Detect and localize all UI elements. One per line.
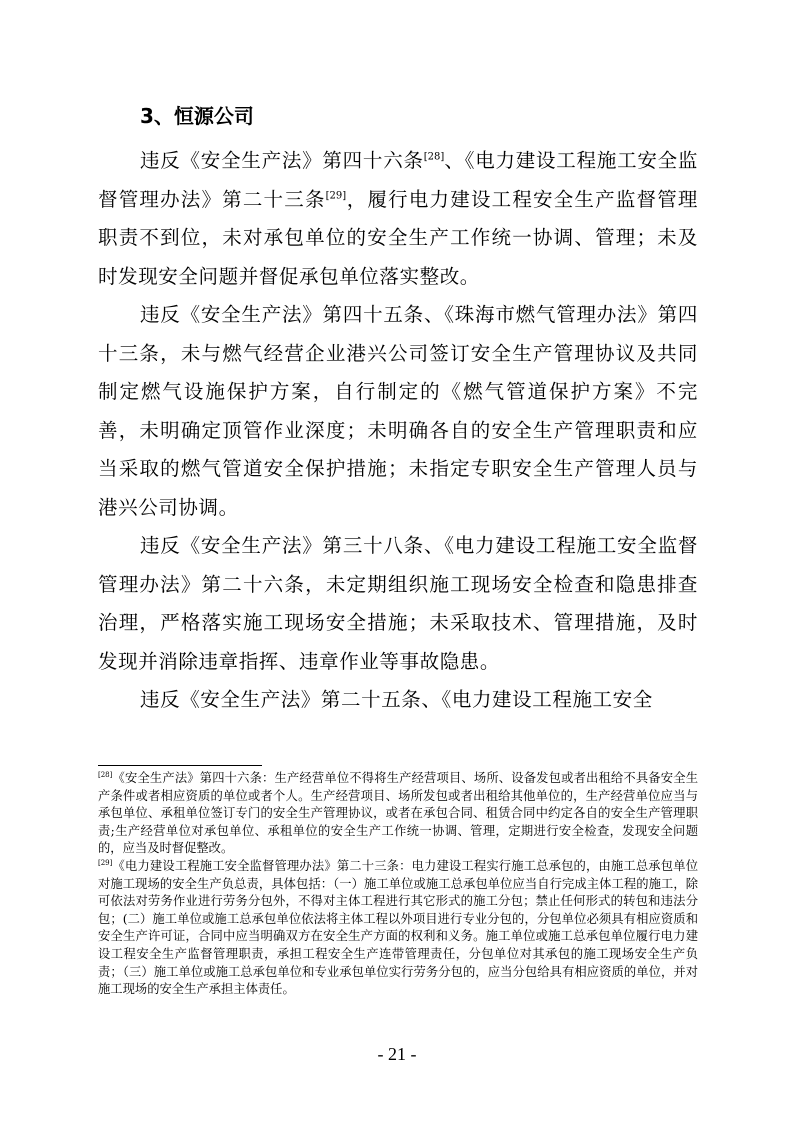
footnote-28-text: 《安全生产法》第四十六条：生产经营单位不得将生产经营项目、场所、设备发包或者出租给不具备安全生产条件或者相应资质的单位或者个人。生产经营项目、场所发包或者出租给其他单位的，生产经营单位应当与承包单位、承租单位签订专门的安全生产管理协议，或者在承包合同、租赁合同中约定各自的安全生产管理职责;生产经营单位对承包单位、承租单位的安全生产工作统一协调、管理，定期进行安全检查，发现安全问题的，应当及时督促整改。 xyxy=(98,771,698,856)
paragraph-3: 违反《安全生产法》第三十八条、《电力建设工程施工安全监督管理办法》第二十六条，未定期组织施工现场安全检查和隐患排查治理，严格落实施工现场安全措施；未采取技术、管理措施，及时发现并消除违章指挥、违章作业等事故隐患。 xyxy=(98,534,698,673)
footnotes xyxy=(98,770,698,999)
footnote-ref-29[interactable]: [29] xyxy=(325,190,347,201)
section-heading: 3、恒源公司 xyxy=(140,104,254,128)
footnote-separator xyxy=(98,765,262,766)
footnote-ref-28[interactable]: [28] xyxy=(423,151,445,163)
footnote-28-marker: [28] xyxy=(98,770,113,779)
paragraph-1-middle: 、《电力建设工程施工安全监督管理办法》第二十三条 xyxy=(98,149,698,211)
footnote-28 xyxy=(98,770,698,858)
paragraph-4: 违反《安全生产法》第二十五条、《电力建设工程施工安全 xyxy=(140,688,653,711)
paragraph-2: 违反《安全生产法》第四十五条、《珠海市燃气管理办法》第四十三条，未与燃气经营企业港兴公司签订安全生产管理协议及共同制定燃气设施保护方案，自行制定的《燃气管道保护方案》不完善，未明确定顶管作业深度；未明确各自的安全生产管理职责和应当采取的燃气管道安全保护措施；未指定专职安全生产管理人员与港兴公司协调。 xyxy=(98,303,698,519)
paragraph-1-after: ，履行电力建设工程安全生产监督管理职责不到位，未对承包单位的安全生产工作统一协调、管理；未及时发现安全问题并督促承包单位落实整改。 xyxy=(98,187,699,288)
paragraph-1-before: 违反《安全生产法》第四十六条 xyxy=(140,149,424,172)
footnote-29-marker: [29] xyxy=(98,858,113,867)
footnote-29 xyxy=(98,858,698,999)
body-text xyxy=(98,142,698,720)
footnote-29-text: 《电力建设工程施工安全监督管理办法》第二十三条：电力建设工程实行施工总承包的，由施工总承包单位对施工现场的安全生产负总责，具体包括：（一）施工单位或施工总承包单位应当自行完成主体工程的施工，除可依法对劳务作业进行劳务分包外，不得对主体工程进行其它形式的施工分包；禁止任何形式的转包和违法分包；(二）施工单位或施工总承包单位依法将主体工程以外项目进行专业分包的，分包单位必须具有相应资质和安全生产许可证，合同中应当明确双方在安全生产方面的权利和义务。施工单位或施工总承包单位履行电力建设工程安全生产监督管理职责，承担工程安全生产连带管理责任，分包单位对其承包的施工现场安全生产负责；（三）施工单位或施工总承包单位和专业承包单位实行劳务分包的，应当分包给具有相应资质的单位，并对施工现场的安全生产承担主体责任。 xyxy=(98,858,698,997)
page-number: - 21 - xyxy=(377,1044,417,1064)
paragraph-1 xyxy=(98,142,698,296)
